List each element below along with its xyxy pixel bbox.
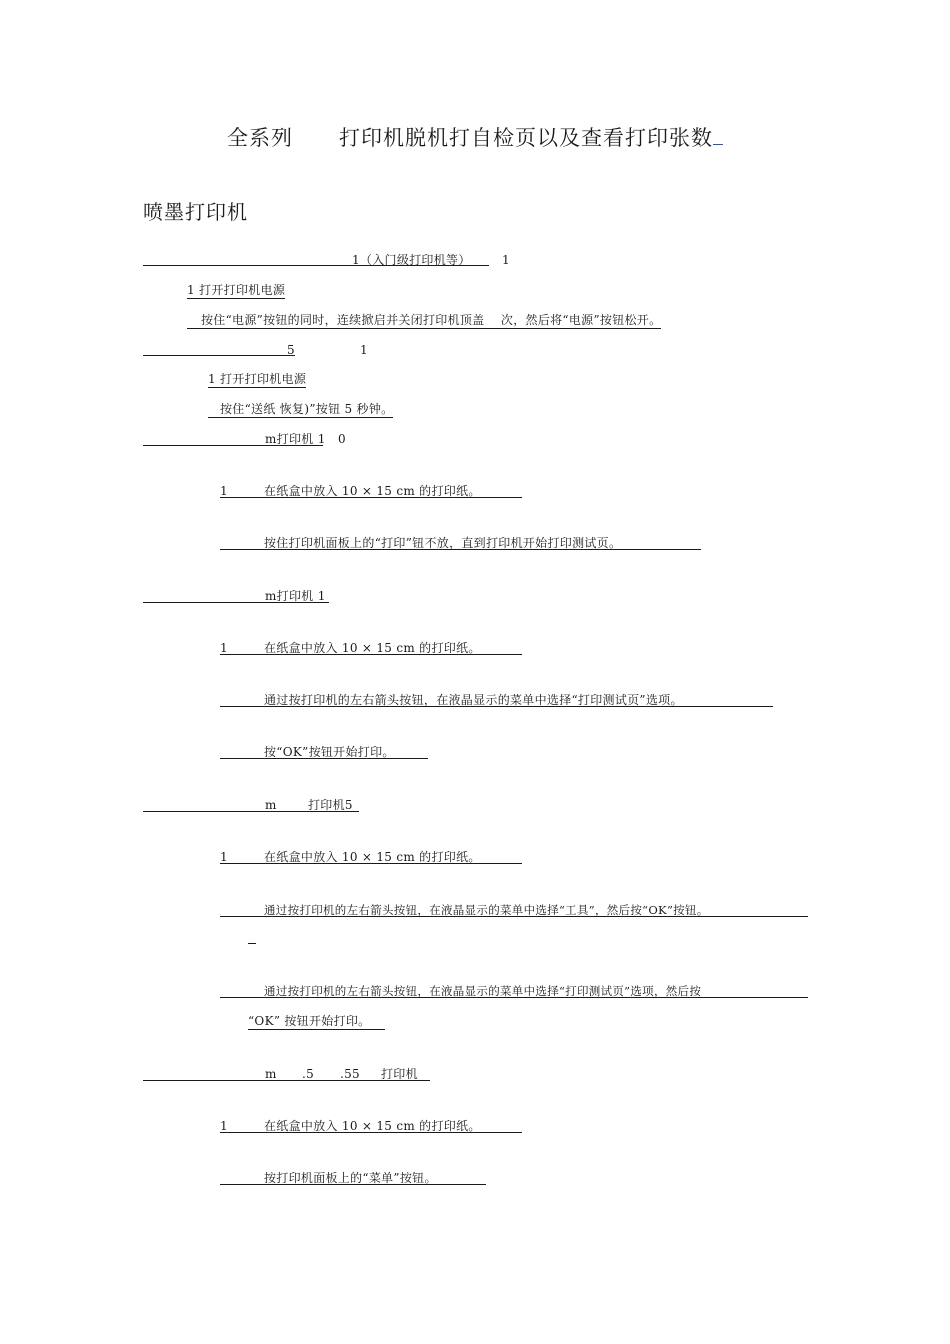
model-heading: m打印机 1 0 [265,432,346,446]
step-text: 按住“电源”按钮的同时，连续掀启并关闭打印机顶盖 次，然后将“电源”按钮松开。 [187,312,661,329]
step-text: 1 打开打印机电源 [208,372,307,386]
step-text: 1 打开打印机电源 [187,283,286,297]
step-text: 按打印机面板上的“菜单”按钮。 [264,1171,437,1185]
underline-rule [143,355,295,356]
model-heading-part: .55 [340,1067,360,1081]
step-text: 通过按打印机的左右箭头按钮，在液晶显示的菜单中选择“打印测试页”选项，然后按 [264,984,702,998]
model-heading-suffix: 1 [360,343,368,357]
model-heading: m打印机 1 [265,589,326,603]
step-number: 1 [220,484,228,498]
model-heading: m [265,798,277,812]
model-heading-suffix: 1 [502,253,510,267]
section-heading: 喷墨打印机 [143,200,248,224]
model-heading-suffix: 打印机 [381,1067,418,1081]
step-text: 在纸盒中放入 10 × 15 cm 的打印纸。 [264,484,481,498]
step-text: 按“OK”按钮开始打印。 [264,745,395,759]
step-text: “OK” 按钮开始打印。 [248,1013,385,1030]
step-text: 在纸盒中放入 10 × 15 cm 的打印纸。 [264,641,481,655]
title-part-2: 打印机脱机打自检页以及查看打印张数 [339,126,714,150]
step-number: 1 [220,850,228,864]
step-text: 在纸盒中放入 10 × 15 cm 的打印纸。 [264,850,481,864]
step-text: 在纸盒中放入 10 × 15 cm 的打印纸。 [264,1119,481,1133]
step-text: 通过按打印机的左右箭头按钮，在液晶显示的菜单中选择“打印测试页”选项。 [264,693,683,707]
step-text: 通过按打印机的左右箭头按钮，在液晶显示的菜单中选择“工具”，然后按“OK”按钮。 [264,903,709,917]
step-number: 1 [220,1119,228,1133]
model-heading: 5 [287,343,295,357]
model-heading: 1（入门级打印机等） [352,253,471,267]
underline-rule [248,943,256,944]
model-heading-suffix: 打印机5 [308,798,353,812]
model-heading-part: .5 [302,1067,315,1081]
step-text: 按住“送纸 恢复)”按钮 5 秒钟。 [208,401,393,418]
model-heading: m [265,1067,277,1081]
document-title [0,122,950,152]
step-number: 1 [220,641,228,655]
title-part-1: 全系列 [226,126,293,150]
step-text: 按住打印机面板上的“打印”钮不放，直到打印机开始打印测试页。 [264,536,622,550]
text-cursor [713,126,723,145]
